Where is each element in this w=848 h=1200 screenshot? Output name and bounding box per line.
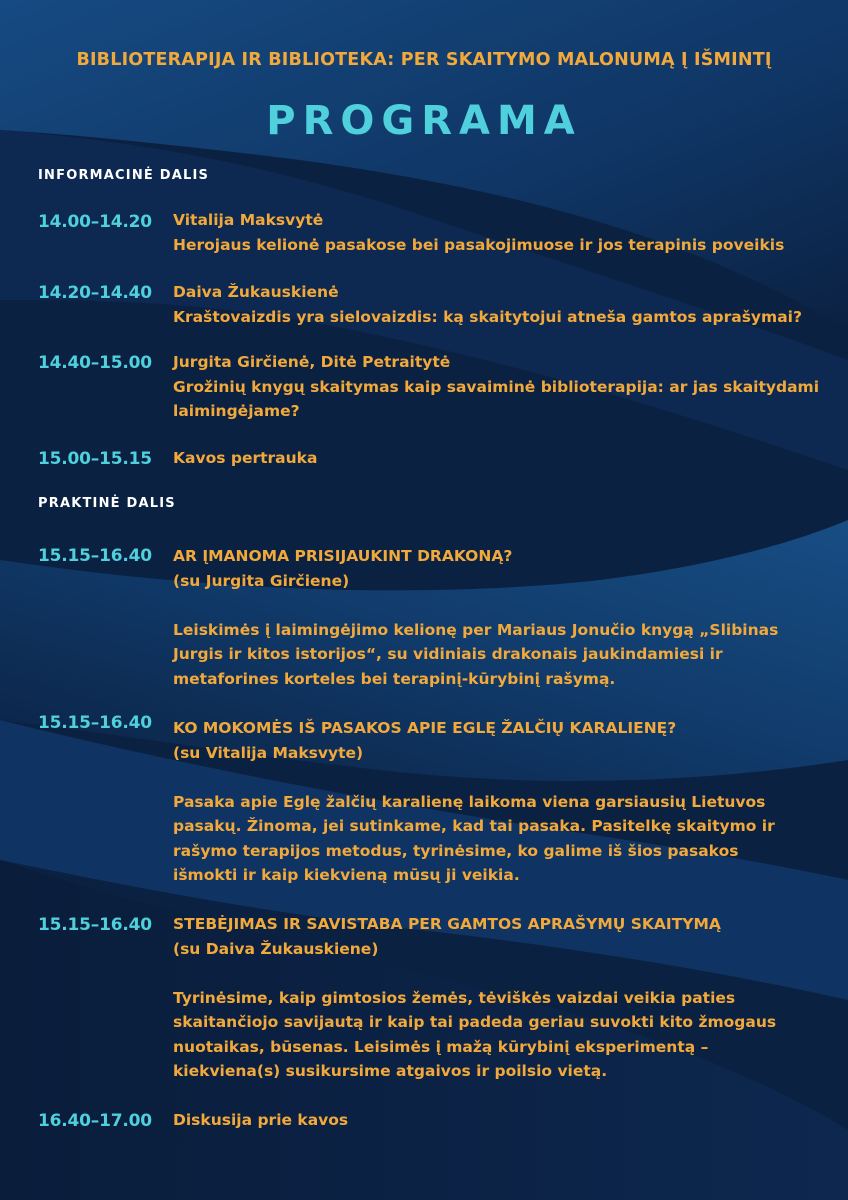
item-spacer [173,961,833,986]
program-item [173,1108,833,1133]
item-line: Pasaka apie Eglę žalčių karalienę laikoma viena garsiausių Lietuvos [173,792,766,811]
item-line: Jurgita Girčienė, Ditė Petraitytė [173,353,451,371]
time-slot: 15.00–15.15 [38,449,152,469]
program-item [173,544,833,691]
item-line: (su Vitalija Maksvyte) [173,743,364,762]
time-slot: 16.40–17.00 [38,1111,152,1131]
item-line: (su Daiva Žukauskiene) [173,939,379,958]
item-line: Kraštovaizdis yra sielovaizdis: ką skaitytojui atneša gamtos aprašymai? [173,307,802,326]
item-line: (su Jurgita Girčiene) [173,571,350,590]
item-line: KO MOKOMĖS IŠ PASAKOS APIE EGLĘ ŽALČIŲ KARALIENĘ? [173,719,677,737]
item-line: kiekviena(s) susikursime atgaivos ir poilsio vietą. [173,1062,608,1080]
item-line: Tyrinėsime, kaip gimtosios žemės, tėviškės vaizdai veikia paties [173,988,736,1007]
time-slot: 14.40–15.00 [38,353,152,373]
program-item [173,350,833,424]
item-line: skaitančiojo savijautą ir kaip tai padeda geriau suvokti kito žmogaus [173,1013,777,1031]
item-line: pasakų. Žinoma, jei sutinkame, kad tai pasaka. Pasitelkę skaitymo ir [173,817,775,835]
item-line: Herojaus kelionė pasakose bei pasakojimuose ir jos terapinis poveikis [173,235,785,254]
time-slot: 15.15–16.40 [38,915,152,935]
event-title: BIBLIOTERAPIJA IR BIBLIOTEKA: PER SKAITYMO MALONUMĄ Į IŠMINTĮ [76,50,772,70]
item-line: STEBĖJIMAS IR SAVISTABA PER GAMTOS APRAŠYMŲ SKAITYMĄ [173,915,721,933]
program-heading: PROGRAMA [266,98,582,144]
item-line: Jurgis ir kitos istorijos“, su vidiniais drakonais jaukindamiesi ir [173,645,723,663]
item-line: Diskusija prie kavos [173,1111,349,1129]
program-item [173,280,833,329]
item-line: metaforines korteles bei terapinį-kūrybinį rašymą. [173,669,616,688]
item-spacer [173,765,833,790]
program-item [173,912,833,1084]
item-line: AR ĮMANOMA PRISIJAUKINT DRAKONĄ? [173,547,513,565]
program-item [173,446,833,471]
item-line: Daiva Žukauskienė [173,283,339,301]
time-slot: 15.15–16.40 [38,546,152,566]
item-line: rašymo terapijos metodus, tyrinėsime, ko galime iš šios pasakos [173,841,739,860]
item-line: Vitalija Maksvytė [173,211,324,229]
item-line: nuotaikas, būsenas. Leisimės į mažą kūrybinį eksperimentą – [173,1037,709,1056]
item-line: Grožinių knygų skaitymas kaip savaiminė biblioterapija: ar jas skaitydami [173,377,820,396]
time-slot: 14.00–14.20 [38,212,152,232]
item-line: Kavos pertrauka [173,449,318,467]
section-praktine: PRAKTINĖ DALIS [38,496,176,511]
item-line: Leiskimės į laimingėjimo kelionę per Mariaus Jonučio knygą „Slibinas [173,620,779,639]
time-slot: 14.20–14.40 [38,283,152,303]
time-slot: 15.15–16.40 [38,713,152,733]
program-item [173,208,833,257]
item-line: išmokti ir kaip kiekvieną mūsų ji veikia. [173,866,520,884]
item-line: laimingėjame? [173,402,300,420]
item-spacer [173,593,833,618]
section-informacine: INFORMACINĖ DALIS [38,168,210,183]
program-item [173,716,833,888]
